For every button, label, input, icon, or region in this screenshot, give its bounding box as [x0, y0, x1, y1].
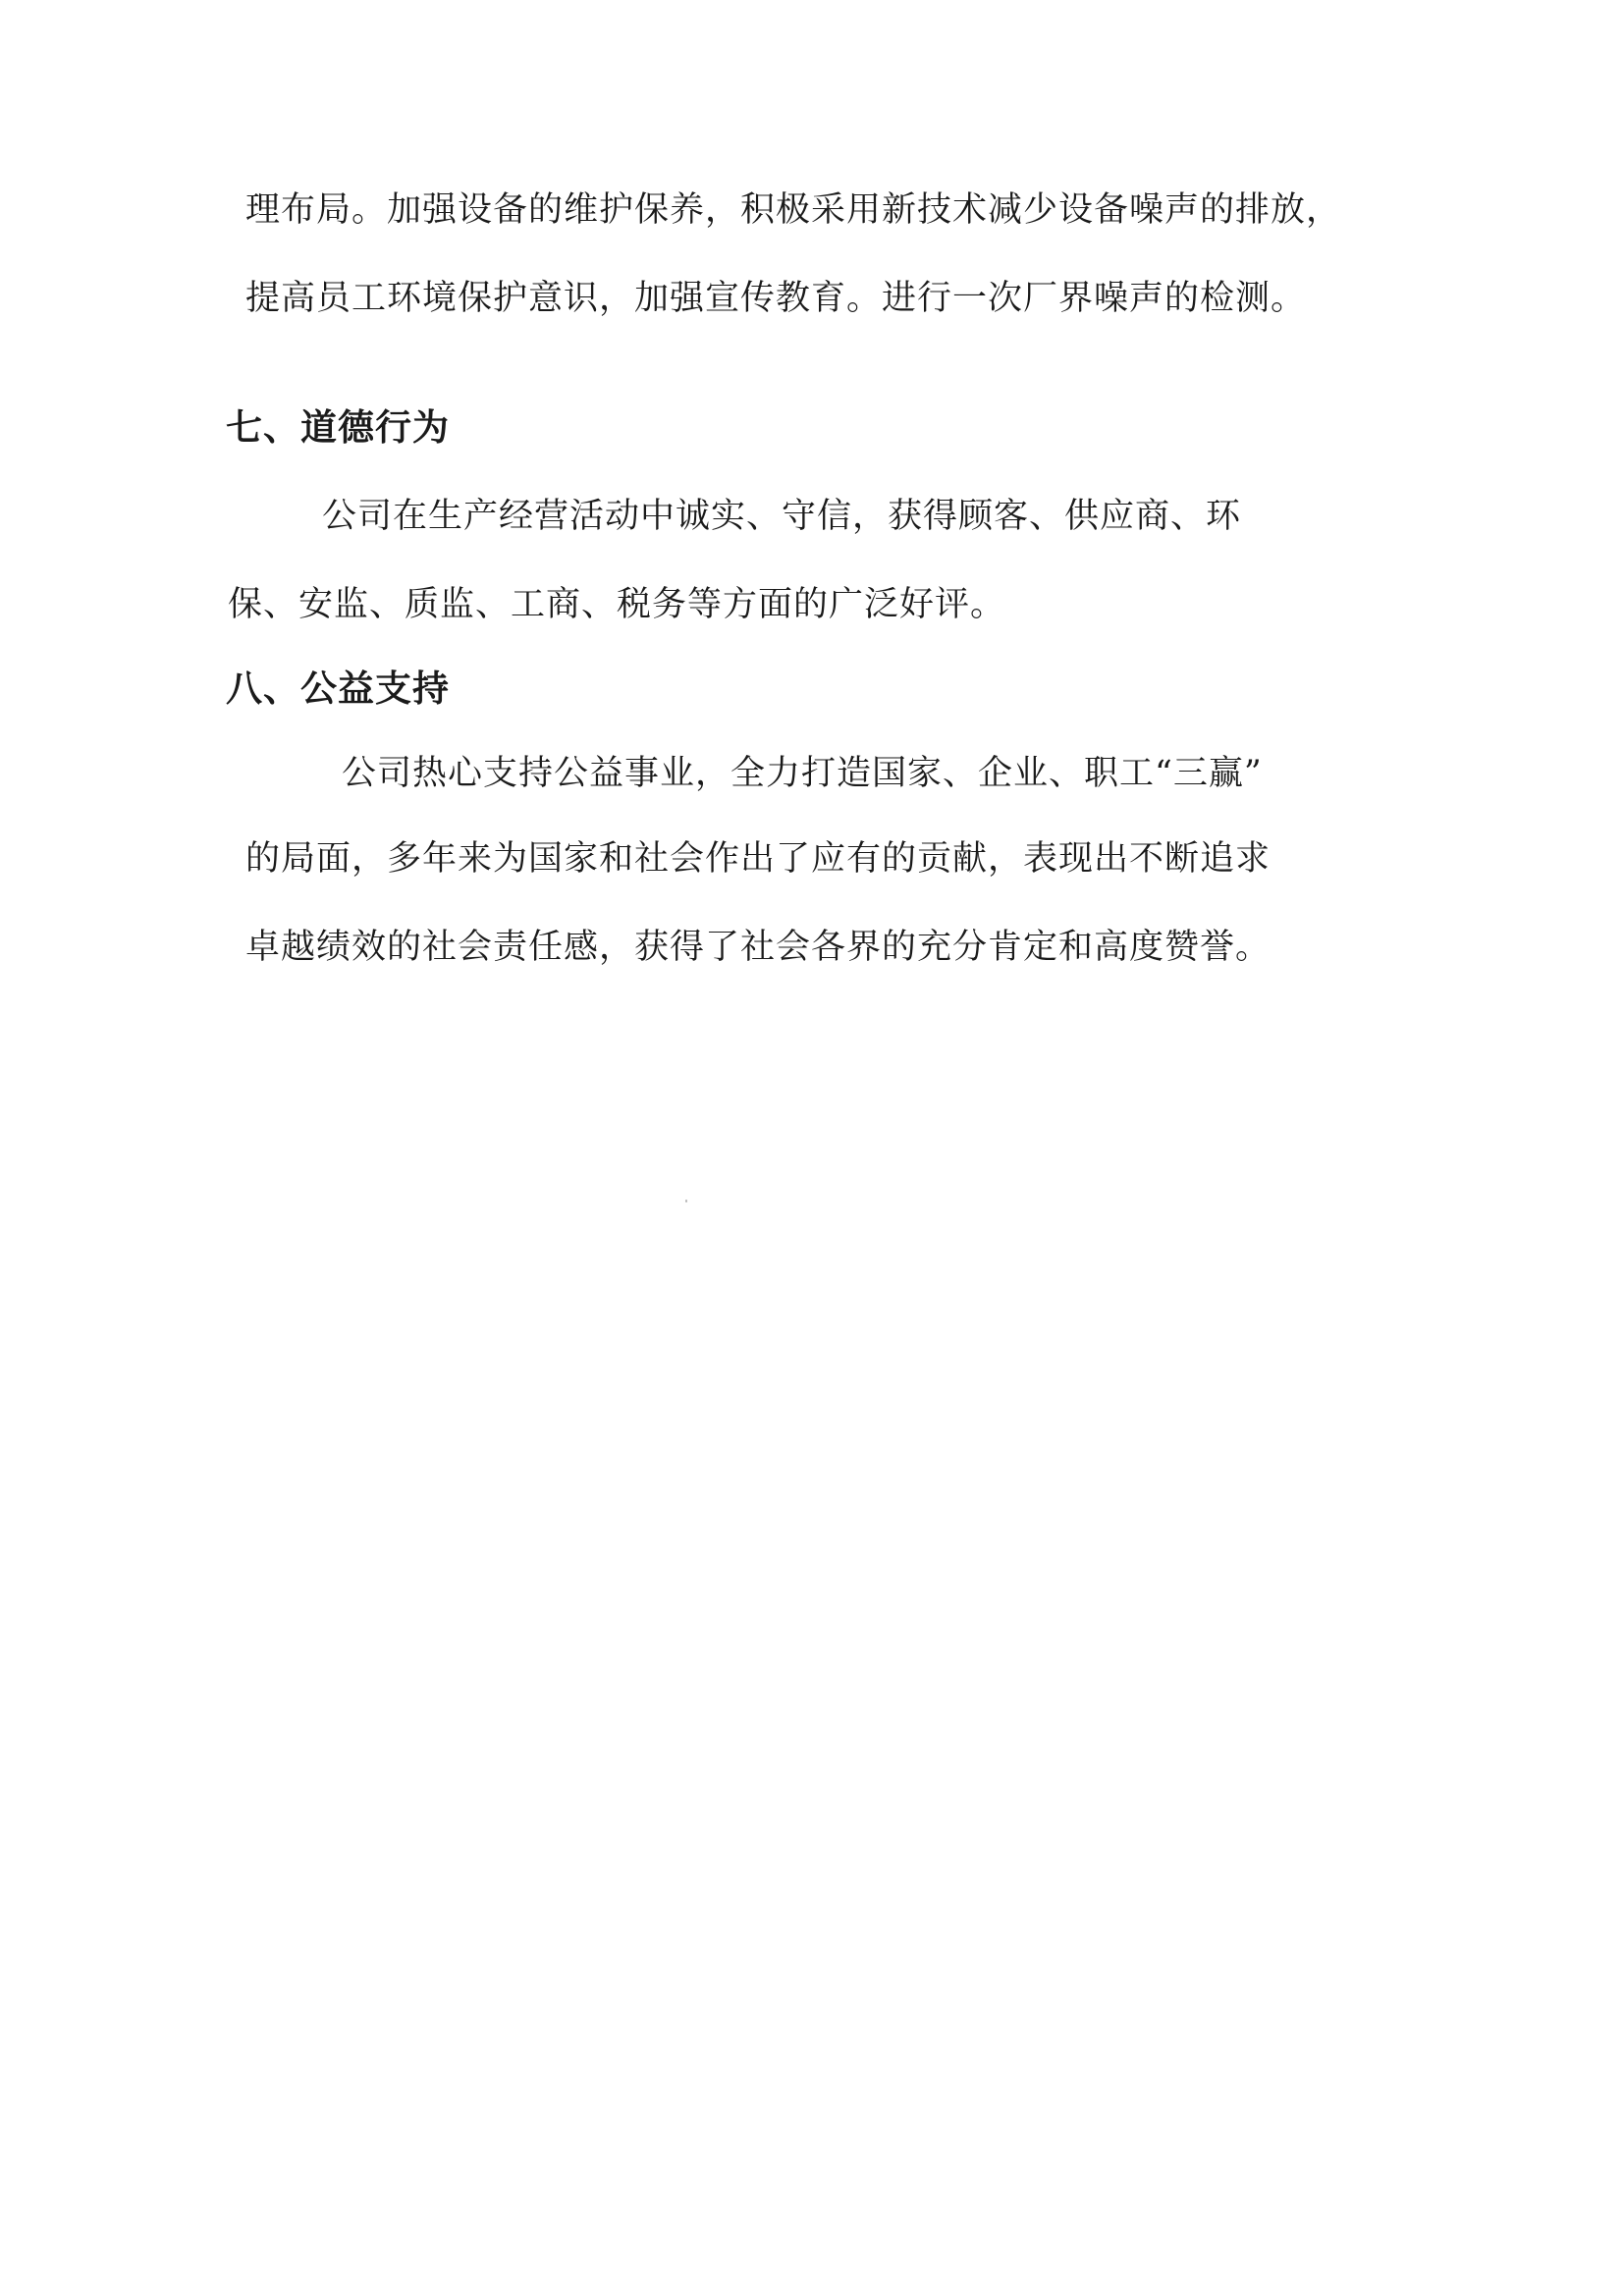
paragraph-line: 卓越绩效的社会责任感，获得了社会各界的充分肯定和高度赞誉。 — [245, 928, 1271, 967]
paragraph-line: 保、安监、质监、工商、税务等方面的广泛好评。 — [228, 585, 1006, 624]
paragraph-line: 提高员工环境保护意识，加强宣传教育。进行一次厂界噪声的检测。 — [245, 279, 1307, 318]
paragraph-line: 理布局。加强设备的维护保养，积极采用新技术减少设备噪声的排放， — [245, 190, 1342, 230]
scan-speck — [685, 1200, 687, 1202]
section-heading-moral-conduct: 七、道德行为 — [226, 406, 450, 449]
section-heading-public-welfare: 八、公益支持 — [226, 667, 450, 710]
paragraph-line: 的局面，多年来为国家和社会作出了应有的贡献，表现出不断追求 — [245, 839, 1271, 879]
paragraph-line: 公司热心支持公益事业，全力打造国家、企业、职工“三赢” — [342, 754, 1263, 793]
paragraph-line: 公司在生产经营活动中诚实、守信，获得顾客、供应商、环 — [322, 497, 1242, 536]
